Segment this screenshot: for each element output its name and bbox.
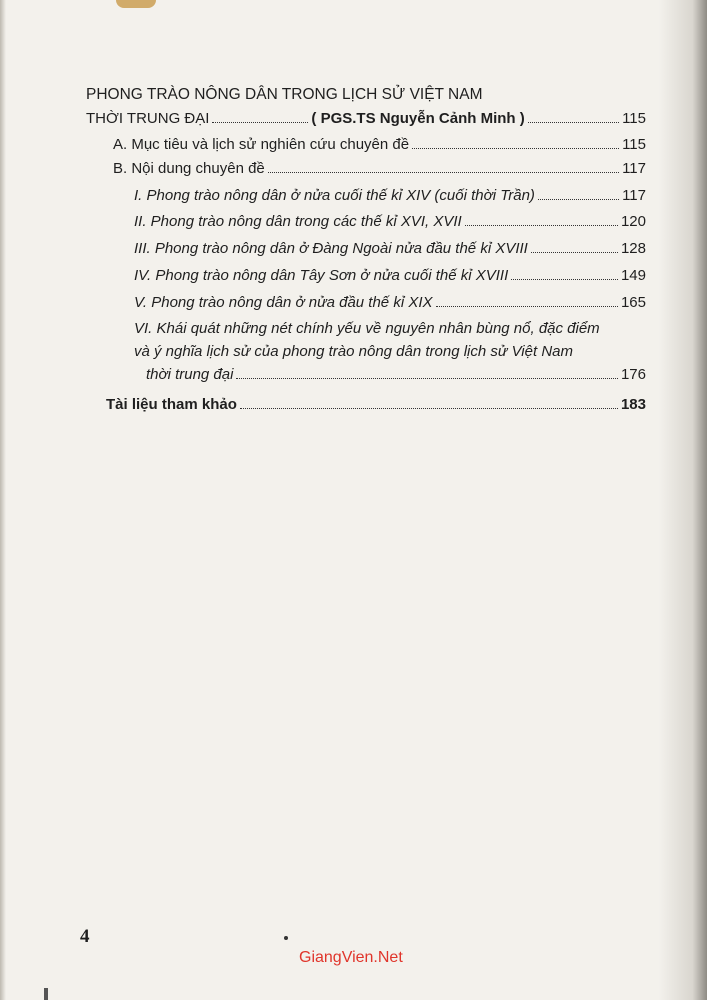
watermark: GiangVien.Net <box>299 949 403 966</box>
toc-heading-period: THỜI TRUNG ĐẠI <box>86 110 210 127</box>
toc-entry-text: thời trung đại <box>146 366 234 383</box>
toc-heading-line2 <box>86 110 646 128</box>
toc-page-number: 165 <box>620 294 646 311</box>
dot-leader <box>268 160 619 173</box>
toc-author: ( PGS.TS Nguyễn Cảnh Minh ) <box>311 110 525 127</box>
toc-entry-text: V. Phong trào nông dân ở nửa đầu thế kỉ XIX <box>134 294 433 311</box>
dot-leader <box>511 267 618 280</box>
dot-leader <box>236 366 618 379</box>
toc-entry <box>134 240 646 258</box>
toc-page-number: 176 <box>620 366 646 383</box>
toc-entry-text: B. Nội dung chuyên đề <box>113 160 265 177</box>
toc-entry <box>134 187 646 205</box>
toc-entry-line1: VI. Khái quát những nét chính yếu về nguyên nhân bùng nổ, đặc điểm <box>134 320 600 337</box>
toc-entry-references <box>106 396 646 414</box>
toc-page-number: 115 <box>622 110 646 127</box>
toc-entry-text: III. Phong trào nông dân ở Đàng Ngoài nửa đầu thế kỉ XVIII <box>134 240 528 257</box>
dot-leader <box>412 136 619 149</box>
dot-leader <box>531 240 618 253</box>
ink-dot <box>284 936 288 940</box>
toc-page-number: 149 <box>620 267 646 284</box>
dot-leader <box>538 187 619 200</box>
toc-entry <box>113 160 646 178</box>
toc-page-number: 115 <box>622 136 646 153</box>
toc-entry-text: IV. Phong trào nông dân Tây Sơn ở nửa cuối thế kỉ XVIII <box>134 267 509 284</box>
toc-entry <box>134 294 646 312</box>
toc-entry <box>134 213 646 231</box>
toc-entry-text: II. Phong trào nông dân trong các thế kỉ XVI, XVII <box>134 213 462 230</box>
toc-page-number: 117 <box>622 160 646 177</box>
toc-entry-text: I. Phong trào nông dân ở nửa cuối thế kỉ XIV (cuối thời Trần) <box>134 187 535 204</box>
toc-page-number: 120 <box>620 213 646 230</box>
dot-leader <box>212 110 308 123</box>
toc-heading-line1: PHONG TRÀO NÔNG DÂN TRONG LỊCH SỬ VIỆT NAM <box>86 86 483 103</box>
toc-entry <box>113 136 646 154</box>
dot-leader <box>465 213 618 226</box>
dot-leader <box>528 110 619 123</box>
page-number: 4 <box>80 926 90 947</box>
toc-entry <box>134 267 646 285</box>
toc-entry <box>146 366 646 384</box>
toc-page-number: 128 <box>620 240 646 257</box>
toc-page-number: 183 <box>620 396 646 413</box>
toc-entry-text: Tài liệu tham khảo <box>106 396 237 413</box>
toc-entry-text: A. Mục tiêu và lịch sử nghiên cứu chuyên đề <box>113 136 410 153</box>
toc-page-number: 117 <box>622 187 646 204</box>
bottom-mark <box>44 988 48 1000</box>
dot-leader <box>436 294 618 307</box>
dot-leader <box>240 396 618 409</box>
toc-entry-line2: và ý nghĩa lịch sử của phong trào nông dân trong lịch sử Việt Nam <box>134 343 573 360</box>
